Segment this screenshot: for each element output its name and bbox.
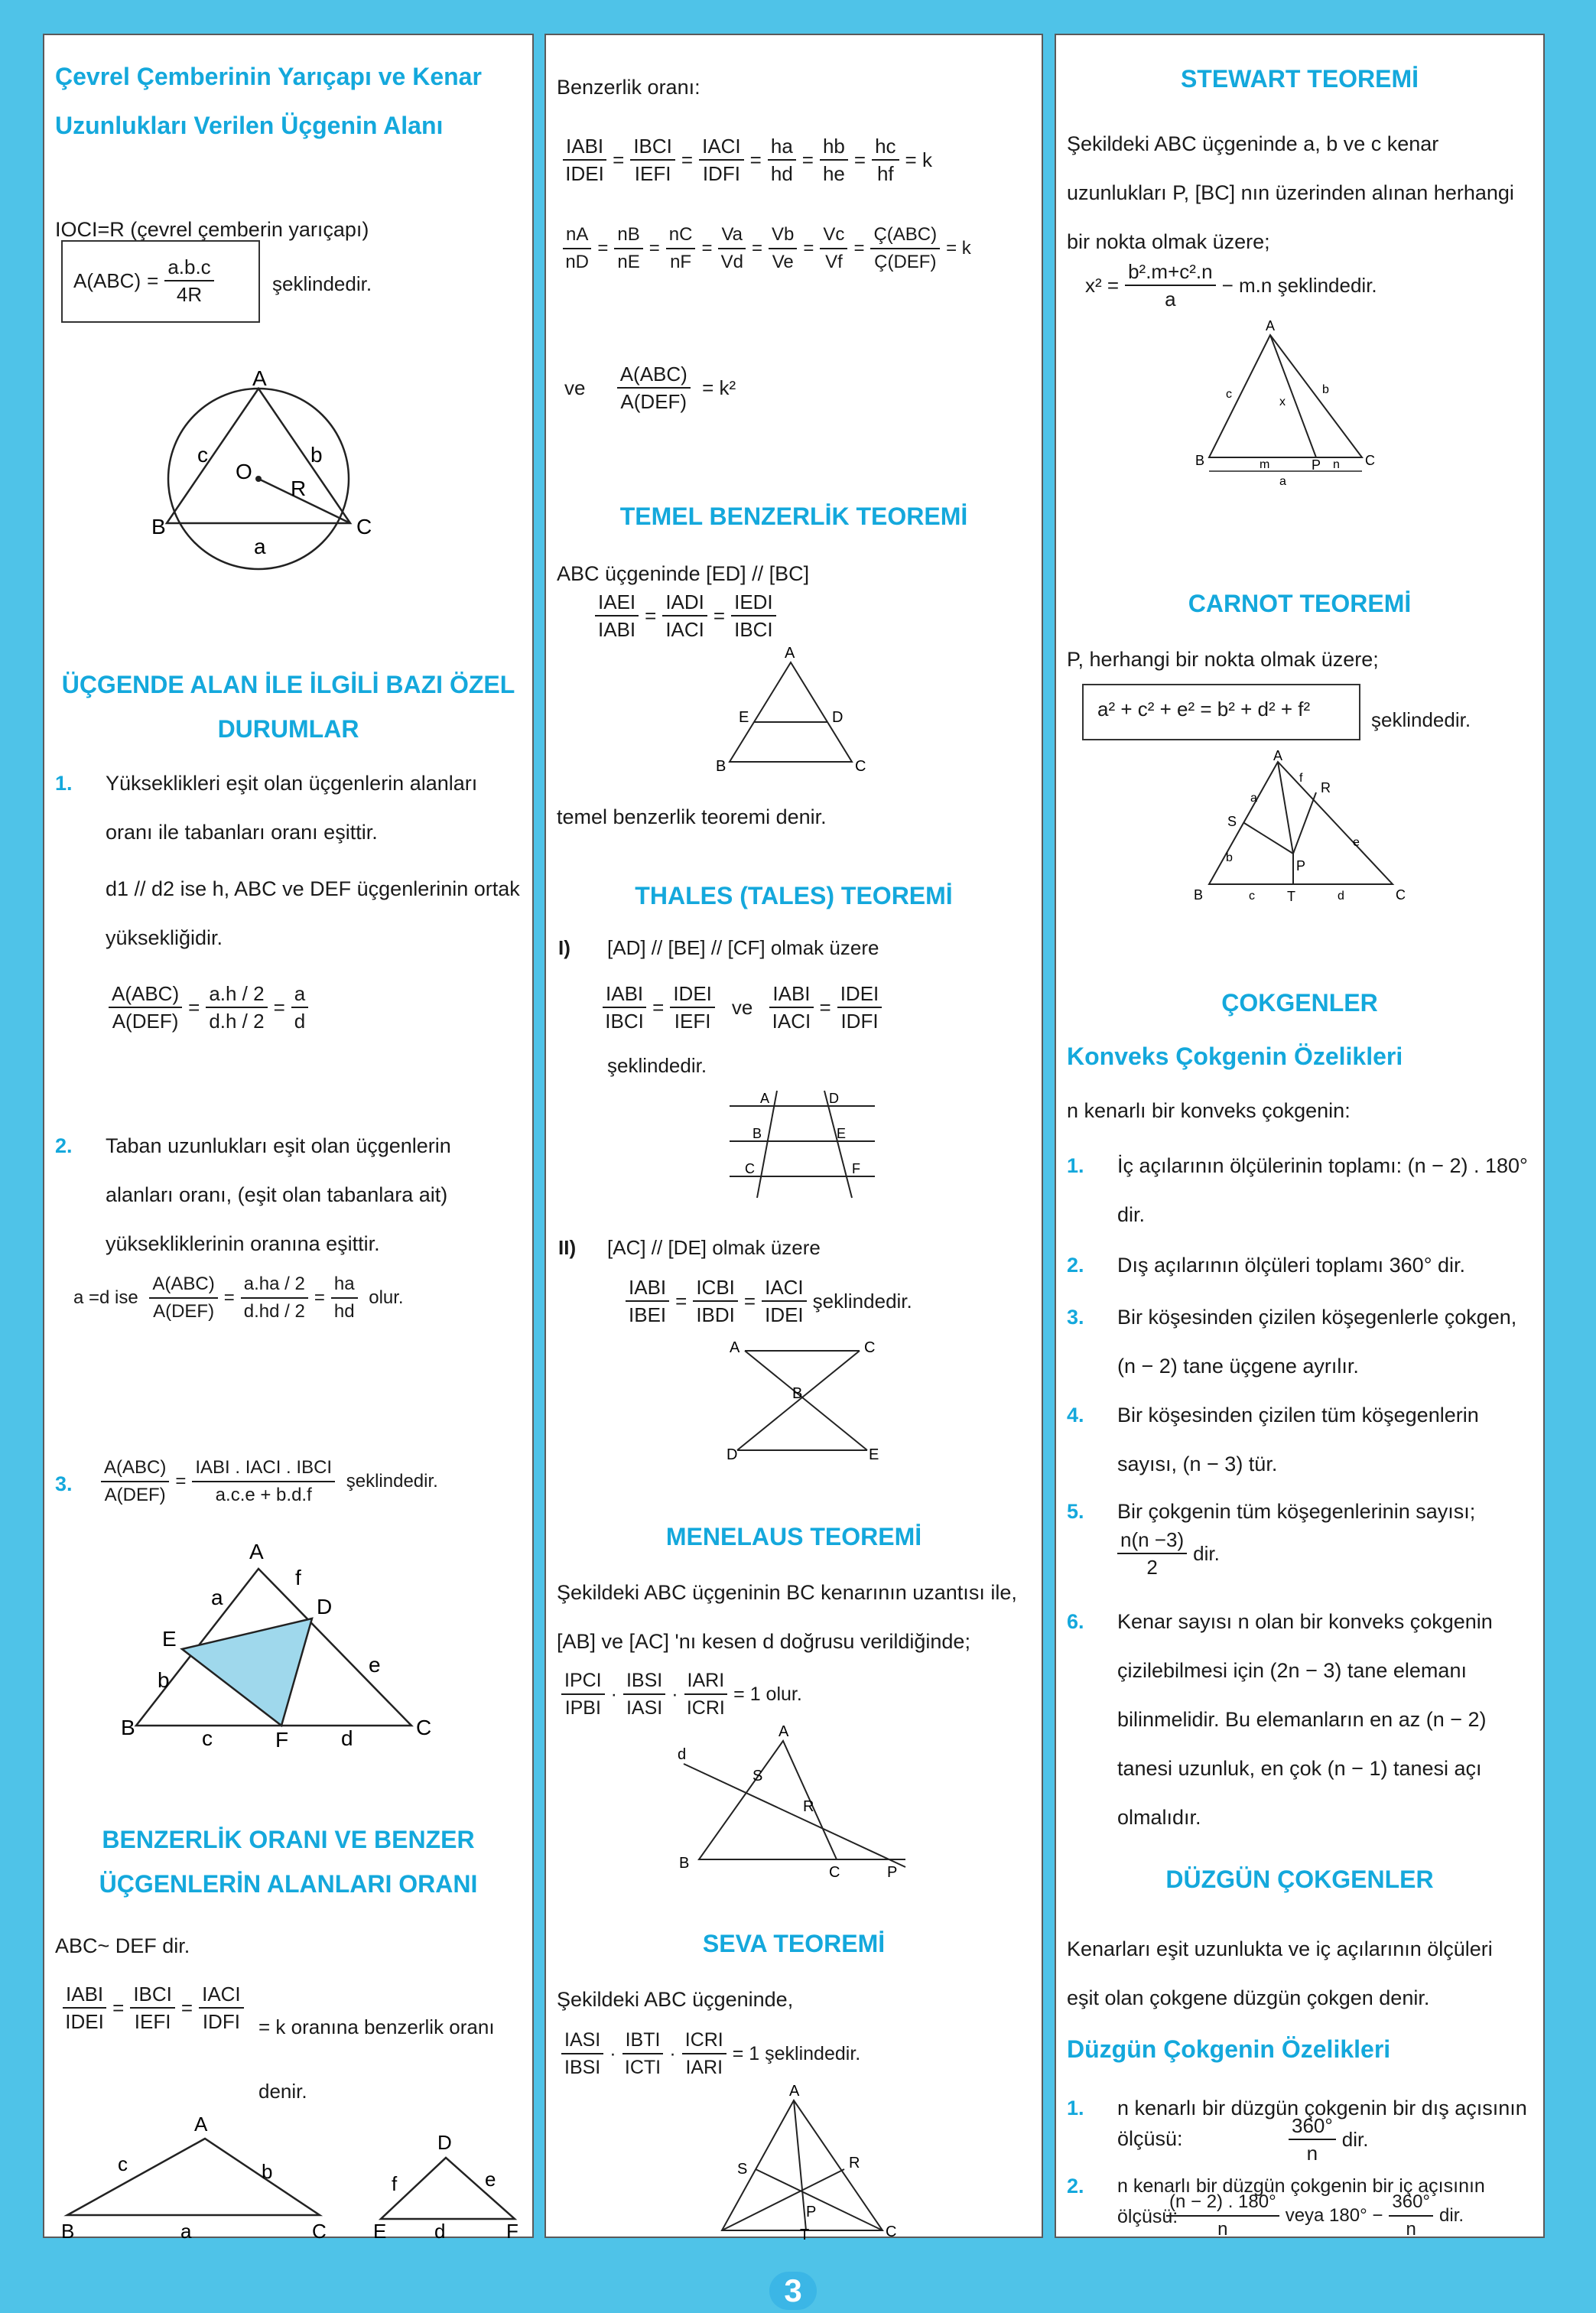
denominator: IDFI xyxy=(702,162,740,185)
numerator: hb xyxy=(820,133,848,161)
svg-text:D: D xyxy=(832,709,844,726)
svg-text:D: D xyxy=(829,1091,839,1106)
svg-text:E: E xyxy=(162,1627,177,1651)
formula-tail: şeklindedir. xyxy=(812,1289,912,1313)
svg-text:B: B xyxy=(679,1855,690,1872)
fraction xyxy=(837,981,883,1034)
svg-text:b: b xyxy=(310,443,323,467)
denominator: nD xyxy=(565,252,590,272)
svg-text:e: e xyxy=(369,1653,381,1677)
heading-regular-properties: Düzgün Çokgenin Özelikleri xyxy=(1067,2035,1391,2063)
numerator: Vb xyxy=(769,222,797,249)
formula-tail: = 1 olur. xyxy=(733,1683,802,1705)
numerator: Vc xyxy=(820,222,847,249)
svg-text:a: a xyxy=(1279,475,1286,488)
svg-text:C: C xyxy=(886,2224,897,2240)
tbt-formula: $\frac{\text{IAEI}}{\text{IABI}}$ = $\frac{\text{IADI}}{\text{IACI}}$ = $\frac{\text{IEDI}}{\text{IBCI}}$ xyxy=(592,589,779,642)
heading-similarity-ratio: BENZERLİK ORANI VE BENZER ÜÇGENLERİN ALANLARI ORANI xyxy=(99,1826,478,1898)
column-1: Çevrel Çemberinin Yarıçapı ve Kenar Uzunlukları Verilen Üçgenin Alanı IOCI=R (çevrel çemberin yarıçapı) A(ABC) = $\frac{a.b.c}{4R}$ şeklindedir. A B C O R c b a ÜÇGENDE ALAN İLE İLGİLİ BAZI ÖZEL DURUMLAR 1. Yükseklikleri eşit olan üçgenlerin alanları oranı ile tabanları oranı eşittir. d1 // d2 ise h, ABC ve DEF üçgenlerinin ortak yüksekliğidir. $\frac{\text{A(ABC)}}{\text{A(DEF)}}$ = $\frac{a.h / 2}{d.h / 2}$ = $\frac{a}{d}$ 2. Taban uzunlukları eşit olan üçgenlerin alanları oranı, (eşit olan tabanlara ait) yüksekliklerinin oranına eşittir. a =d ise $\frac{\text{A(ABC)}}{\text{A(DEF)}}$ = $\frac{a.ha / 2}{d.hd / 2}$ = $\frac{ha}{hd}$ olur. 3. $\frac{\text{A(ABC)}}{\text{A(DEF)}}$ = $\frac{\text{IABI . IACI . IBCI}}{a.c.e + b.d.f}$ şeklindedir. A B C E D F a b c d e f BENZERLİK ORANI VE BENZER ÜÇGENLERİN ALANLARI ORANI ABC~ DEF dir. $\frac{\text{IABI}}{\text{IDEI}}$ = $\frac{\text{IBCI}}{\text{IEFI}}$ = $\frac{\text{IACI}}{\text{IDFI}}$ = k oranına benzerlik oranı denir. A B C c b a D E F f e d xyxy=(43,34,534,2238)
fraction xyxy=(626,1274,669,1328)
heading-regular-polygons: DÜZGÜN ÇOKGENLER xyxy=(1165,1866,1434,1893)
fraction xyxy=(563,133,606,187)
fraction xyxy=(872,133,899,187)
svg-text:c: c xyxy=(1226,388,1232,401)
heading-stewart: STEWART TEOREMİ xyxy=(1180,65,1419,93)
ocr-definition: IOCI=R (çevrel çemberin yarıçapı) xyxy=(55,218,369,241)
denominator: ICTI xyxy=(624,2057,661,2078)
ratio-title: Benzerlik oranı: xyxy=(557,76,700,99)
heading-convex: Konveks Çokgenin Özelikleri xyxy=(1067,1043,1403,1070)
svg-text:S: S xyxy=(1227,814,1237,829)
triangle-def-diagram xyxy=(121,1534,457,1752)
denominator: IEFI xyxy=(634,162,671,185)
numerator: IBSI xyxy=(623,1667,665,1695)
interior-angle-formula: $\frac{(n - 2) . 180^\circ}{n}$ veya 180° − $\frac{360^\circ}{n}$ dir. xyxy=(1163,2189,1467,2243)
svg-text:b: b xyxy=(158,1668,170,1692)
denominator: IDEI xyxy=(765,1303,804,1326)
denominator: ICRI xyxy=(686,1697,725,1719)
numerator: IACI xyxy=(762,1274,807,1302)
numerator: IABI xyxy=(563,133,606,161)
numerator: IADI xyxy=(662,589,707,616)
svg-text:O: O xyxy=(236,460,252,483)
svg-text:E: E xyxy=(373,2220,387,2243)
fraction xyxy=(561,2027,603,2080)
fraction xyxy=(603,981,646,1034)
svg-text:d: d xyxy=(1338,890,1344,903)
column-3: STEWART TEOREMİ Şekildeki ABC üçgeninde a, b ve c kenar uzunlukları P, [BC] nın üzerinden alınan herhangi bir nokta olmak üzere; x² = $\frac{\text{b².m+c².n}}{a}$ − m.n şeklindedir. A B C P c b x m n a CARNOT TEOREMİ P, herhangi bir nokta olmak üzere; a² + c² + e² = b² + d² + f² şeklindedir. A B C R S P T a f b e c d ÇOKGENLER Konveks Çokgenin Özelikleri n kenarlı bir konveks çokgenin: 1. İç açılarının ölçülerinin toplamı: (n − 2) . 180° dir. 2. Dış açılarının ölçüleri toplamı 360° dir. 3. Bir köşesinden çizilen köşegenlerle çokgen, (n − 2) tane üçgene ayrılır. 4. Bir köşesinden çizilen tüm köşegenlerin sayısı, (n − 3) tür. 5. Bir çokgenin tüm köşegenlerinin sayısı; $\frac{n(n -3)}{2}$ dir. 6. Kenar sayısı n olan bir konveks çokgenin çizilebilmesi için (2n − 3) tane elemanı bilinmelidir. Bu elemanların en az (n − 2) tanesi uzunluk, en çok (n − 1) tanesi açı olmalıdır. DÜZGÜN ÇOKGENLER Kenarları eşit uzunlukta ve iç açılarının ölçüleri eşit olan çokgene düzgün çokgen denir. Düzgün Çokgenin Özelikleri 1. n kenarlı bir düzgün çokgenin bir dış açısının ölçüsü: $\frac{360^\circ}{n}$ dir. 2. n kenarlı bir düzgün çokgenin bir iç açısının ölçüsü: $\frac{(n - 2) . 180^\circ}{n}$ veya 180° − $\frac{360^\circ}{n}$ dir. xyxy=(1055,34,1545,2238)
similarity-line: ABC~ DEF dir. xyxy=(55,1934,190,1957)
numerator: IEDI xyxy=(731,589,776,616)
svg-text:B: B xyxy=(1194,887,1204,903)
numerator: IBTI xyxy=(622,2027,664,2054)
page-number: 3 xyxy=(769,2272,817,2310)
heading-seva: SEVA TEOREMİ xyxy=(702,1930,886,1957)
svg-text:B: B xyxy=(1195,453,1205,468)
svg-text:F: F xyxy=(275,1728,289,1752)
tbt-line: ABC üçgeninde [ED] // [BC] xyxy=(557,562,810,585)
carnot-text: P, herhangi bir nokta olmak üzere; xyxy=(1067,648,1379,671)
menelaus-diagram xyxy=(676,1723,921,1881)
svg-text:A: A xyxy=(789,2083,800,2100)
svg-text:R: R xyxy=(1321,780,1331,795)
item1-formula: $\frac{\text{A(ABC)}}{\text{A(DEF)}}$ = $\frac{a.h / 2}{d.h / 2}$ = $\frac{a}{d}$ xyxy=(106,981,311,1034)
fraction xyxy=(563,222,591,275)
fraction xyxy=(666,222,696,275)
svg-text:a: a xyxy=(180,2220,192,2243)
formula-tail: = 1 şeklindedir. xyxy=(732,2042,861,2064)
denominator: IBSI xyxy=(564,2057,601,2078)
numerator: hc xyxy=(872,133,899,161)
svg-text:E: E xyxy=(837,1126,847,1141)
denominator: Ve xyxy=(772,252,794,272)
numerator: ICRI xyxy=(682,2027,726,2054)
svg-text:d: d xyxy=(678,1746,687,1763)
numerator: IBCI xyxy=(630,133,675,161)
circumcircle-diagram xyxy=(151,366,373,571)
thales-1-line: [AD] // [BE] // [CF] olmak üzere xyxy=(607,936,879,959)
svg-text:P: P xyxy=(1312,457,1321,473)
ratio-row-1: $\frac{\text{IABI}}{\text{IDEI}}$ = $\frac{\text{IBCI}}{\text{IEFI}}$ = $\frac{\text{IACI}}{\text{IDFI}}$ = $\frac{ha}{hd}$ = $\frac{hb}{he}$ = $\frac{hc}{hf}$ = k xyxy=(560,133,935,187)
area-ratio-row: ve $\frac{\text{A(ABC)}}{\text{A(DEF)}}$ = k² xyxy=(564,363,736,413)
thales-2-line: [AC] // [DE] olmak üzere xyxy=(607,1236,821,1259)
svg-text:b: b xyxy=(1322,383,1329,396)
svg-text:c: c xyxy=(118,2152,128,2175)
svg-text:F: F xyxy=(506,2220,518,2243)
fraction xyxy=(731,589,776,642)
svg-text:B: B xyxy=(151,515,166,538)
tbt-tail: temel benzerlik teoremi denir. xyxy=(557,805,827,828)
svg-text:A: A xyxy=(730,1339,740,1356)
seva-formula: $\frac{\text{IASI}}{\text{IBSI}}$ · $\frac{\text{IBTI}}{\text{ICTI}}$ · $\frac{\text{ICRI}}{\text{IARI}}$ = 1 şeklindedir. xyxy=(558,2027,863,2080)
thales-2-label: II) xyxy=(558,1236,577,1259)
svg-text:f: f xyxy=(295,1566,301,1589)
denominator: IABI xyxy=(598,618,636,641)
thales-parallel-diagram xyxy=(730,1091,875,1198)
denominator: IACI xyxy=(665,618,704,641)
svg-text:e: e xyxy=(1353,836,1360,849)
svg-text:b: b xyxy=(262,2160,273,2183)
numerator: IABI xyxy=(603,981,646,1008)
fraction xyxy=(718,222,746,275)
denominator: nF xyxy=(670,252,692,272)
svg-text:A: A xyxy=(785,645,795,662)
thales-1-label: I) xyxy=(558,936,570,959)
svg-text:d: d xyxy=(341,1726,353,1750)
column-2 xyxy=(544,34,1043,2243)
svg-text:C: C xyxy=(1396,887,1406,903)
svg-text:R: R xyxy=(803,1798,814,1815)
fraction xyxy=(662,589,707,642)
ratio-row-2: $\frac{nA}{nD}$ = $\frac{nB}{nE}$ = $\frac{nC}{nF}$ = $\frac{Va}{Vd}$ = $\frac{Vb}{Ve}$ = $\frac{Vc}{Vf}$ = $\frac{\text{Ç(ABC)}}{\text{Ç(DEF)}}$ = k xyxy=(560,222,974,275)
numerator: IACI xyxy=(699,133,744,161)
fraction xyxy=(622,2027,664,2080)
svg-text:C: C xyxy=(855,758,866,775)
svg-text:P: P xyxy=(806,2204,817,2220)
fraction xyxy=(623,1667,665,1721)
svg-text:C: C xyxy=(745,1161,755,1176)
thales-1-formula: $\frac{\text{IABI}}{\text{IBCI}}$ = $\frac{\text{IDEI}}{\text{IEFI}}$ ve $\frac{\text{IABI}}{\text{IACI}}$ = $\frac{\text{IDEI}}{\text{IDFI}}$ xyxy=(600,981,885,1034)
denominator: IBCI xyxy=(605,1010,644,1033)
numerator: nC xyxy=(666,222,696,249)
svg-text:A: A xyxy=(778,1723,789,1740)
denominator: IARI xyxy=(685,2057,723,2078)
numerator: nA xyxy=(563,222,591,249)
svg-text:R: R xyxy=(849,2155,860,2171)
fraction xyxy=(820,133,848,187)
svg-text:C: C xyxy=(416,1716,432,1739)
heading-polygons: ÇOKGENLER xyxy=(1221,989,1378,1017)
list-item: 1. Yükseklikleri eşit olan üçgenlerin alanları oranı ile tabanları oranı eşittir. xyxy=(55,772,478,844)
svg-text:a: a xyxy=(211,1586,223,1609)
similarity-tail: = k oranına benzerlik oranı denir. xyxy=(258,2015,495,2103)
svg-text:B: B xyxy=(121,1716,135,1739)
numerator: IARI xyxy=(684,1667,728,1695)
numerator: nB xyxy=(614,222,642,249)
denominator: Vf xyxy=(825,252,843,272)
fraction xyxy=(699,133,744,187)
carnot-formula: a² + c² + e² = b² + d² + f² xyxy=(1097,698,1311,721)
numerator: IASI xyxy=(561,2027,603,2054)
exterior-angle-formula: $\frac{360^\circ}{n}$ dir. xyxy=(1286,2113,1371,2166)
svg-text:c: c xyxy=(1249,890,1255,903)
svg-text:a: a xyxy=(1250,792,1257,805)
svg-text:B: B xyxy=(752,1126,762,1141)
item2-formula: a =d ise $\frac{\text{A(ABC)}}{\text{A(DEF)}}$ = $\frac{a.ha / 2}{d.hd / 2}$ = $\frac{ha}{hd}$ olur. xyxy=(70,1271,407,1325)
fraction xyxy=(670,981,715,1034)
svg-text:T: T xyxy=(1287,889,1295,904)
denominator: he xyxy=(822,162,845,185)
convex-intro: n kenarlı bir konveks çokgenin: xyxy=(1067,1099,1351,1122)
svg-text:f: f xyxy=(1299,772,1303,785)
denominator: IBEI xyxy=(629,1303,667,1326)
svg-text:n: n xyxy=(1333,458,1340,471)
list-item: 6. Kenar sayısı n olan bir konveks çokgenin çizilebilmesi için (2n − 3) tane elemanı bilinmelidir. Bu elemanların en az (n − 2) tanesi uzunluk, en çok (n − 1) tanesi açı olmalıdır. xyxy=(1067,1610,1493,1829)
svg-text:A: A xyxy=(1273,748,1283,763)
area-tail: şeklindedir. xyxy=(272,272,372,295)
menelaus-text: Şekildeki ABC üçgeninin BC kenarının uzantısı ile, [AB] ve [AC] 'nı kesen d doğrusu verildiğinde; xyxy=(557,1581,1017,1653)
carnot-tail: şeklindedir. xyxy=(1371,708,1471,731)
stewart-formula: x² = $\frac{\text{b².m+c².n}}{a}$ − m.n şeklindedir. xyxy=(1085,260,1377,311)
denominator: hd xyxy=(770,162,793,185)
numerator: IDEI xyxy=(670,981,715,1008)
thales-hourglass-diagram xyxy=(726,1335,879,1466)
heading-carnot: CARNOT TEOREMİ xyxy=(1188,590,1412,617)
stewart-text: Şekildeki ABC üçgeninde a, b ve c kenar uzunlukları P, [BC] nın üzerinden alınan herhangi bir nokta olmak üzere; xyxy=(1067,132,1514,253)
fraction xyxy=(561,1667,605,1721)
fraction xyxy=(595,589,639,642)
thales-1-formula-2: $\frac{\text{IABI}}{\text{IACI}}$ = $\frac{\text{IDEI}}{\text{IDFI}}$ xyxy=(766,994,885,1017)
svg-text:S: S xyxy=(752,1768,763,1784)
fraction xyxy=(684,1667,728,1721)
list-item: 2. Taban uzunlukları eşit olan üçgenlerin alanları oranı, (eşit olan tabanlara ait) yüksekliklerinin oranına eşittir. xyxy=(55,1134,451,1255)
denominator: IDFI xyxy=(840,1010,879,1033)
svg-text:D: D xyxy=(726,1446,738,1463)
fraction xyxy=(630,133,675,187)
denominator: IBCI xyxy=(734,618,773,641)
heading-thales: THALES (TALES) TEOREMİ xyxy=(635,882,953,909)
denominator: IBDI xyxy=(696,1303,735,1326)
heading-basic-similarity: TEMEL BENZERLİK TEOREMİ xyxy=(619,503,968,530)
svg-text:b: b xyxy=(1226,851,1233,864)
fraction xyxy=(768,133,796,187)
numerator: Ç(ABC) xyxy=(870,222,940,249)
heading-special-cases: ÜÇGENDE ALAN İLE İLGİLİ BAZI ÖZEL DURUMLAR xyxy=(61,671,515,743)
list-item: 4. Bir köşesinden çizilen tüm köşegenlerin sayısı, (n − 3) tür. xyxy=(1067,1404,1479,1475)
svg-text:C: C xyxy=(356,515,372,538)
denominator: IPBI xyxy=(564,1697,601,1719)
svg-text:F: F xyxy=(852,1161,860,1176)
svg-text:D: D xyxy=(437,2131,452,2154)
svg-text:c: c xyxy=(197,443,208,467)
denominator: Ç(DEF) xyxy=(874,252,937,272)
stewart-diagram xyxy=(1194,320,1393,488)
fraction xyxy=(870,222,940,275)
thales-2-formula: $\frac{\text{IABI}}{\text{IBEI}}$ = $\frac{\text{ICBI}}{\text{IBDI}}$ = $\frac{\text{IACI}}{\text{IDEI}}$ şeklindedir. xyxy=(622,1274,915,1328)
numerator: ha xyxy=(768,133,796,161)
svg-text:B: B xyxy=(792,1385,803,1402)
diagonal-count-formula: $\frac{n(n -3)}{2}$ dir. xyxy=(1114,1527,1223,1580)
heading-circumradius-area: Çevrel Çemberinin Yarıçapı ve Kenar Uzunlukları Verilen Üçgenin Alanı xyxy=(55,63,482,139)
menelaus-formula: $\frac{\text{IPCI}}{\text{IPBI}}$ · $\frac{\text{IBSI}}{\text{IASI}}$ · $\frac{\text{IARI}}{\text{ICRI}}$ = 1 olur. xyxy=(558,1667,805,1721)
list-item: 3. Bir köşesinden çizilen köşegenlerle çokgen, (n − 2) tane üçgene ayrılır. xyxy=(1067,1306,1517,1378)
seva-diagram xyxy=(714,2083,898,2243)
denominator: Vd xyxy=(720,252,743,272)
svg-text:A: A xyxy=(249,1540,264,1563)
similarity-formula: $\frac{\text{IABI}}{\text{IDEI}}$ = $\frac{\text{IBCI}}{\text{IEFI}}$ = $\frac{\text{IACI}}{\text{IDFI}}$ xyxy=(60,1981,247,2035)
svg-text:C: C xyxy=(1365,453,1375,468)
ve-word: ve xyxy=(731,995,753,1019)
numerator: IABI xyxy=(769,981,813,1008)
svg-text:B: B xyxy=(61,2220,75,2243)
regular-text: Kenarları eşit uzunlukta ve iç açılarının ölçüleri eşit olan çokgene düzgün çokgen denir. xyxy=(1067,1937,1493,2009)
numerator: IPCI xyxy=(561,1667,605,1695)
seva-text: Şekildeki ABC üçgeninde, xyxy=(557,1988,794,2011)
svg-text:A: A xyxy=(252,366,267,390)
svg-text:D: D xyxy=(317,1595,333,1618)
svg-text:x: x xyxy=(1279,395,1286,408)
fraction xyxy=(614,222,642,275)
svg-text:m: m xyxy=(1260,458,1270,471)
svg-text:E: E xyxy=(739,709,749,726)
svg-text:E: E xyxy=(869,1446,879,1463)
numerator: IABI xyxy=(626,1274,669,1302)
denominator: hf xyxy=(876,162,894,185)
similar-triangles-diagram xyxy=(60,2085,518,2243)
numerator: Va xyxy=(718,222,746,249)
numerator: ICBI xyxy=(693,1274,738,1302)
denominator: IDEI xyxy=(565,162,604,185)
formula-tail: = k xyxy=(905,148,932,171)
carnot-diagram xyxy=(1194,748,1408,907)
denominator: IASI xyxy=(626,1697,663,1719)
svg-text:P: P xyxy=(887,1864,898,1881)
svg-text:C: C xyxy=(312,2220,327,2243)
denominator: IACI xyxy=(772,1010,811,1033)
fraction xyxy=(682,2027,726,2080)
svg-text:A: A xyxy=(760,1091,770,1106)
svg-text:C: C xyxy=(829,1864,840,1881)
numerator: IAEI xyxy=(595,589,639,616)
svg-text:e: e xyxy=(485,2168,496,2191)
svg-text:A: A xyxy=(194,2113,208,2136)
svg-text:R: R xyxy=(291,477,307,500)
svg-text:f: f xyxy=(392,2172,398,2195)
svg-text:P: P xyxy=(1296,858,1306,873)
svg-text:d: d xyxy=(434,2220,446,2243)
svg-text:S: S xyxy=(737,2161,748,2178)
tbt-triangle-diagram xyxy=(714,647,875,777)
fraction xyxy=(693,1274,738,1328)
thales-1-tail: şeklindedir. xyxy=(607,1054,707,1077)
formula-tail: = k xyxy=(946,238,971,259)
svg-text:A: A xyxy=(1266,318,1276,333)
denominator: IEFI xyxy=(674,1010,711,1033)
fraction xyxy=(769,222,797,275)
fraction xyxy=(762,1274,807,1328)
denominator: nE xyxy=(617,252,640,272)
heading-menelaus: MENELAUS TEOREMİ xyxy=(665,1523,922,1550)
item3-formula: $\frac{\text{A(ABC)}}{\text{A(DEF)}}$ = $\frac{\text{IABI . IACI . IBCI}}{a.c.e + b.d.f}$ şeklindedir. xyxy=(98,1455,441,1508)
svg-text:c: c xyxy=(202,1726,213,1750)
fraction xyxy=(820,222,847,275)
svg-text:B: B xyxy=(716,758,726,775)
area-formula: A(ABC) = $\frac{a.b.c}{4R}$ xyxy=(70,254,217,307)
svg-text:C: C xyxy=(864,1339,876,1356)
numerator: IDEI xyxy=(837,981,883,1008)
svg-text:T: T xyxy=(800,2227,810,2243)
fraction xyxy=(769,981,813,1034)
svg-text:a: a xyxy=(254,535,266,558)
list-item: 1. İç açılarının ölçülerinin toplamı: (n − 2) . 180° dir. xyxy=(1067,1154,1528,1226)
